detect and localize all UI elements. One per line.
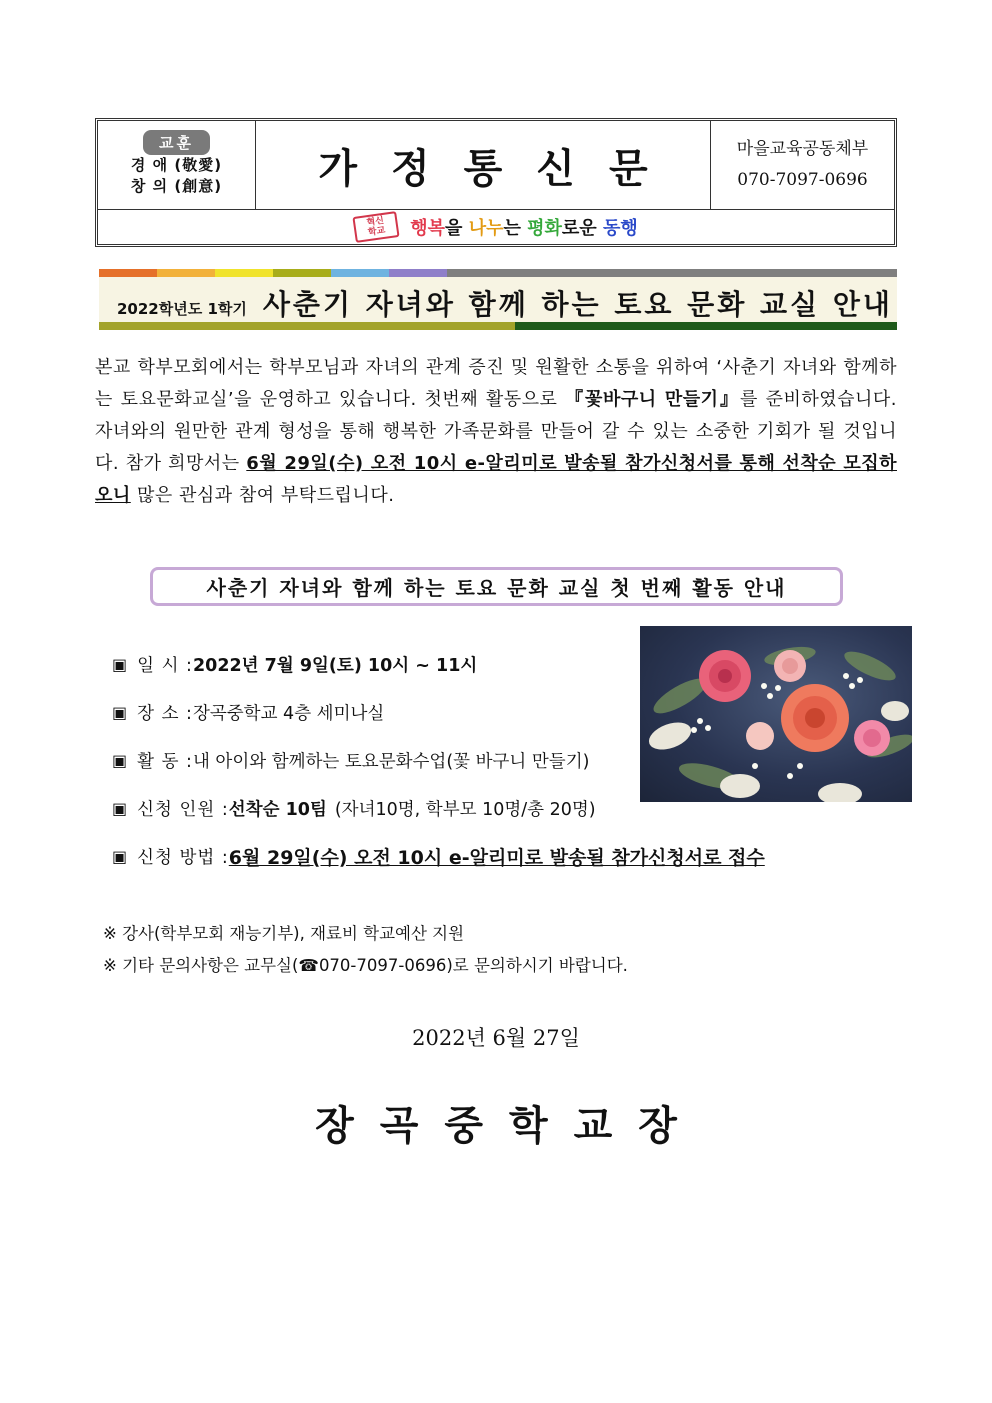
detail-extra: (자녀10명, 학부모 10명/총 20명) [334, 799, 596, 820]
detail-value: 장곡중학교 4층 세미나실 [192, 703, 385, 724]
stripe-segment [447, 269, 897, 277]
detail-value: 6월 29일(수) 오전 10시 e-알리미로 발송될 참가신청서로 접수 [228, 846, 765, 869]
detail-label: 일 시 : [137, 655, 193, 676]
motto-line: 경 애 (敬愛) [130, 156, 223, 174]
stripe-segment [215, 269, 273, 277]
stripe-segment [515, 322, 897, 330]
bullet-icon: ▣ [112, 654, 128, 674]
detail-label: 장 소 : [137, 703, 193, 724]
activity-name: 『꽃바구니 만들기』 [565, 389, 740, 410]
detail-value: 내 아이와 함께하는 토요문화수업(꽃 바구니 만들기) [192, 751, 590, 772]
school-motto [98, 121, 256, 210]
detail-label: 활 동 : [137, 751, 193, 772]
slogan-segment: 행복 [410, 218, 446, 239]
bullet-icon: ▣ [112, 702, 128, 722]
section-title: 사춘기 자녀와 함께 하는 토요 문화 교실 첫 번째 활동 안내 [150, 567, 843, 606]
intro-paragraph: 본교 학부모회에서는 학부모님과 자녀의 관계 증진 및 원활한 소통을 위하여 ‘사춘기 자녀와 함께하는 토요문화교실’을 운영하고 있습니다. 첫번째 활동으로 『꽃바구니 만들기』를 준비하였습니다. 자녀와의 원만한 관계 형성을 통해 행복한 가족문화를 만들어 갈 수 있는 소중한 기회가 될 것입니다. 참가 희망서는 6월 29일(수) 오전 10시 e-알리미로 발송될 참가신청서를 통해 선착순 모집하오니 많은 관심과 참여 부탁드립니다. [95, 357, 898, 506]
principal-signature: 장곡중학교장 [315, 1103, 703, 1149]
signup-notice: 6월 29일(수) 오전 10시 e-알리미로 발송될 참가신청서를 통해 선착순 모집하오니 [95, 453, 897, 506]
slogan-segment: 평화 [527, 218, 562, 239]
department-name: 마을교육공동체부 [736, 139, 869, 159]
detail-value: 2022년 7월 9일(토) 10시 ~ 11시 [192, 655, 478, 676]
detail-value: 선착순 10팀 [228, 799, 327, 820]
detail-label: 신청 방법 : [137, 847, 229, 868]
bullet-icon: ▣ [112, 846, 128, 866]
bullet-icon: ▣ [112, 750, 128, 770]
banner-bottom-stripe [99, 322, 897, 330]
slogan-text [410, 214, 637, 240]
department-phone: 070-7097-0696 [737, 170, 868, 190]
issue-date: 2022년 6월 27일 [412, 1026, 580, 1050]
stripe-segment [99, 322, 515, 330]
detail-method [112, 832, 812, 880]
school-slogan [98, 210, 894, 244]
newsletter-title: 가정통신문 [256, 121, 711, 210]
slogan-segment: 나누 [468, 218, 504, 239]
stripe-segment [389, 269, 447, 277]
slogan-segment: 동행 [602, 218, 638, 239]
footnote: ※ 기타 문의사항은 교무실(☎070-7097-0696)로 문의하시기 바랍니다. [103, 956, 628, 975]
slogan-segment: 는 [503, 218, 528, 239]
slogan-segment: 로운 [561, 218, 603, 239]
stripe-segment [99, 269, 157, 277]
footnotes [103, 918, 628, 982]
stripe-segment [331, 269, 389, 277]
motto-badge: 교훈 [143, 130, 210, 155]
stripe-segment [157, 269, 215, 277]
stripe-segment [273, 269, 331, 277]
banner-heading [117, 283, 893, 323]
motto-line: 창 의 (創意) [130, 177, 223, 195]
flower-bouquet-image [640, 626, 912, 802]
banner-title: 사춘기 자녀와 함께 하는 토요 문화 교실 안내 [262, 288, 893, 321]
banner-color-stripe [99, 269, 897, 277]
newsletter-header [95, 118, 897, 247]
innovation-school-stamp-icon: 혁신 학교 [353, 211, 400, 243]
banner-semester: 2022학년도 1학기 [117, 300, 247, 318]
title-banner [99, 269, 897, 330]
bullet-icon: ▣ [112, 798, 128, 818]
department-info [711, 121, 894, 210]
slogan-segment: 을 [445, 218, 469, 239]
detail-label: 신청 인원 : [137, 799, 229, 820]
footnote: ※ 강사(학부모회 재능기부), 재료비 학교예산 지원 [103, 924, 465, 943]
